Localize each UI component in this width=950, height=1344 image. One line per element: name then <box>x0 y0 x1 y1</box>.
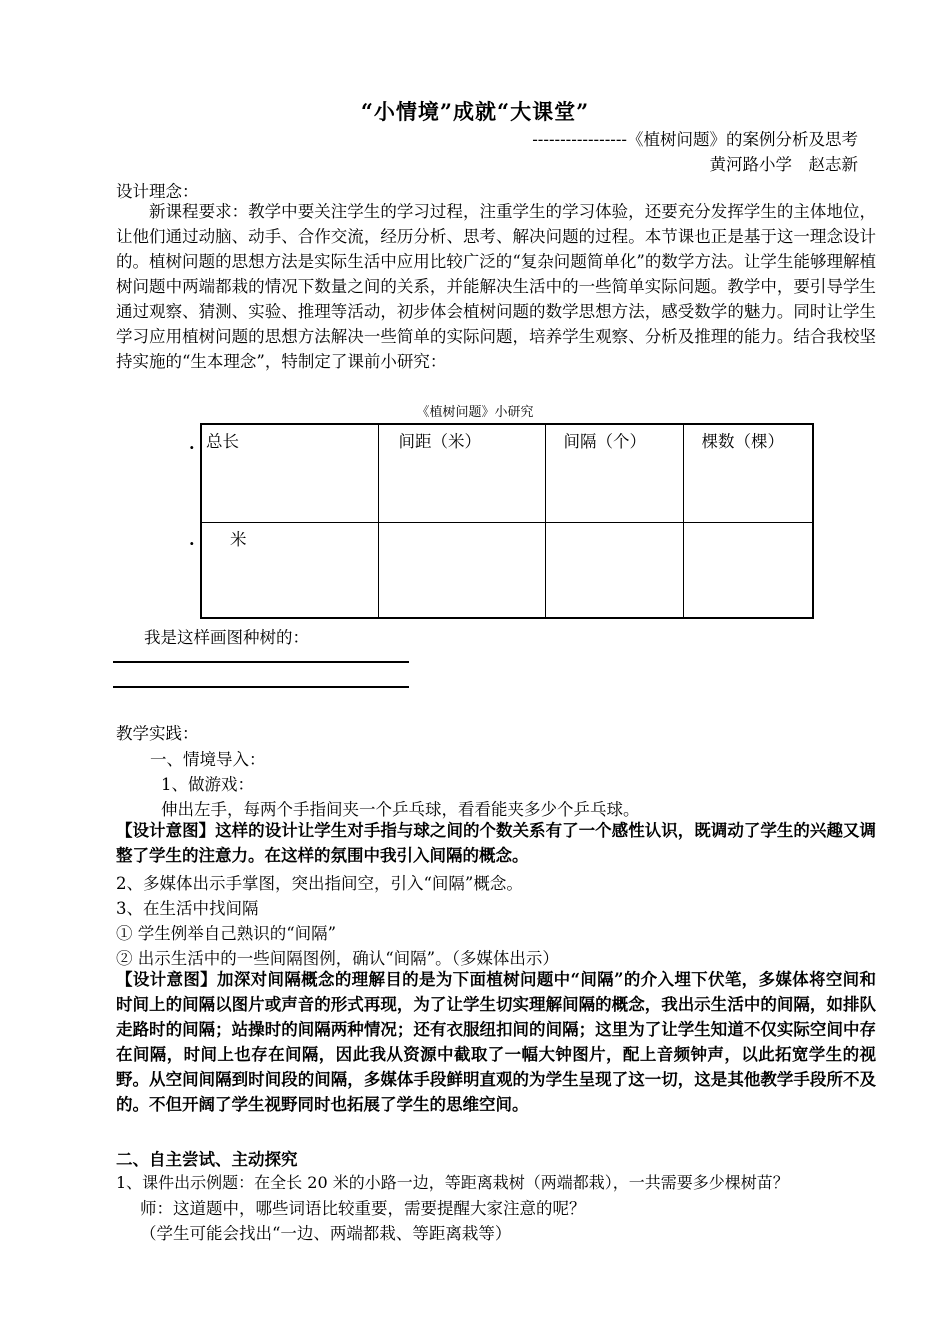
answer-blank-line <box>113 661 409 663</box>
header-intervals: 间隔（个） <box>545 424 683 522</box>
document-title: “小情境”成就“大课堂” <box>360 99 590 124</box>
drawing-prompt: 我是这样画图种树的： <box>144 628 309 647</box>
bullet-dot: . <box>189 434 195 453</box>
list-item: 2、多媒体出示手掌图，突出指间空，引入“间隔”概念。 <box>116 874 523 893</box>
table-cell <box>683 522 813 618</box>
practice-heading: 教学实践： <box>116 724 199 743</box>
section-heading: 二、自主尝试、主动探究 <box>116 1150 298 1169</box>
list-item: ① 学生例举自己熟识的“间隔” <box>116 924 337 943</box>
document-subtitle: -----------------《植树问题》的案例分析及思考 <box>532 130 858 149</box>
teacher-question: 师：这道题中，哪些词语比较重要，需要提醒大家注意的呢？ <box>140 1199 586 1218</box>
study-table <box>200 423 814 619</box>
design-intent-1: 【设计意图】这样的设计让学生对手指与球之间的个数关系有了一个感性认识，既调动了学生的兴趣又调整了学生的注意力。在这样的氛围中我引入间隔的概念。 <box>116 821 876 865</box>
table-cell <box>378 522 545 618</box>
design-body: 新课程要求：教学中要关注学生的学习过程，注重学生的学习体验，还要充分发挥学生的主体地位，让他们通过动脑、动手、合作交流，经历分析、思考、解决问题的过程。本节课也正是基于这一理念设计的。植树问题的思想方法是实际生活中应用比较广泛的“复杂问题简单化”的数学方法。让学生能够理解植树问题中两端都栽的情况下数量之间的关系，并能解决生活中的一些简单实际问题。教学中，要引导学生通过观察、猜测、实验、推理等活动，初步体会植树问题的数学思想方法，感受数学的魅力。同时让学生学习应用植树问题的思想方法解决一些简单的实际问题，培养学生观察、分析及推理的能力。结合我校坚持实施的“生本理念”，特制定了课前小研究： <box>116 202 876 371</box>
answer-blank-line <box>113 686 409 688</box>
cell-length-unit: 米 <box>201 522 378 618</box>
table-row <box>201 522 813 618</box>
example-problem: 1、课件出示例题：在全长 20 米的小路一边，等距离栽树（两端都栽），一共需要多少棵树苗？ <box>116 1173 789 1192</box>
header-spacing: 间距（米） <box>378 424 545 522</box>
header-tree-count: 棵数（棵） <box>683 424 813 522</box>
header-total-length: 总长 <box>201 424 378 522</box>
design-intent-2: 【设计意图】加深对间隔概念的理解目的是为下面植树问题中“间隔”的介入埋下伏笔，多媒体将空间和时间上的间隔以图片或声音的形式再现，为了让学生切实理解间隔的概念，我出示生活中的间隔，如排队走路时的间隔；站操时的间隔两种情况；还有衣服纽扣间的间隔；这里为了让学生知道不仅实际空间中存在间隔，时间上也存在间隔，因此我从资源中截取了一幅大钟图片，配上音频钟声，以此拓宽学生的视野。从空间间隔到时间段的间隔，多媒体手段鲜明直观的为学生呈现了这一切，这是其他教学手段所不及的。不但开阔了学生视野同时也拓展了学生的思维空间。 <box>116 970 876 1114</box>
table-cell <box>545 522 683 618</box>
bullet-dot: . <box>189 530 195 549</box>
student-response: （学生可能会找出“一边、两端都栽、等距离栽等） <box>140 1224 512 1243</box>
table-caption: 《植树问题》小研究 <box>416 405 534 420</box>
list-item: 3、在生活中找间隔 <box>116 899 259 918</box>
author-line: 黄河路小学 赵志新 <box>709 155 858 174</box>
list-item: ② 出示生活中的一些间隔图例，确认“间隔”。（多媒体出示） <box>116 949 559 968</box>
game-text: 伸出左手，每两个手指间夹一个乒乓球，看看能夹多少个乒乓球。 <box>161 800 640 819</box>
design-heading: 设计理念： <box>116 182 199 201</box>
table-row <box>201 424 813 522</box>
section-heading: 一、情境导入： <box>150 750 266 769</box>
list-item: 1、做游戏： <box>161 775 254 794</box>
